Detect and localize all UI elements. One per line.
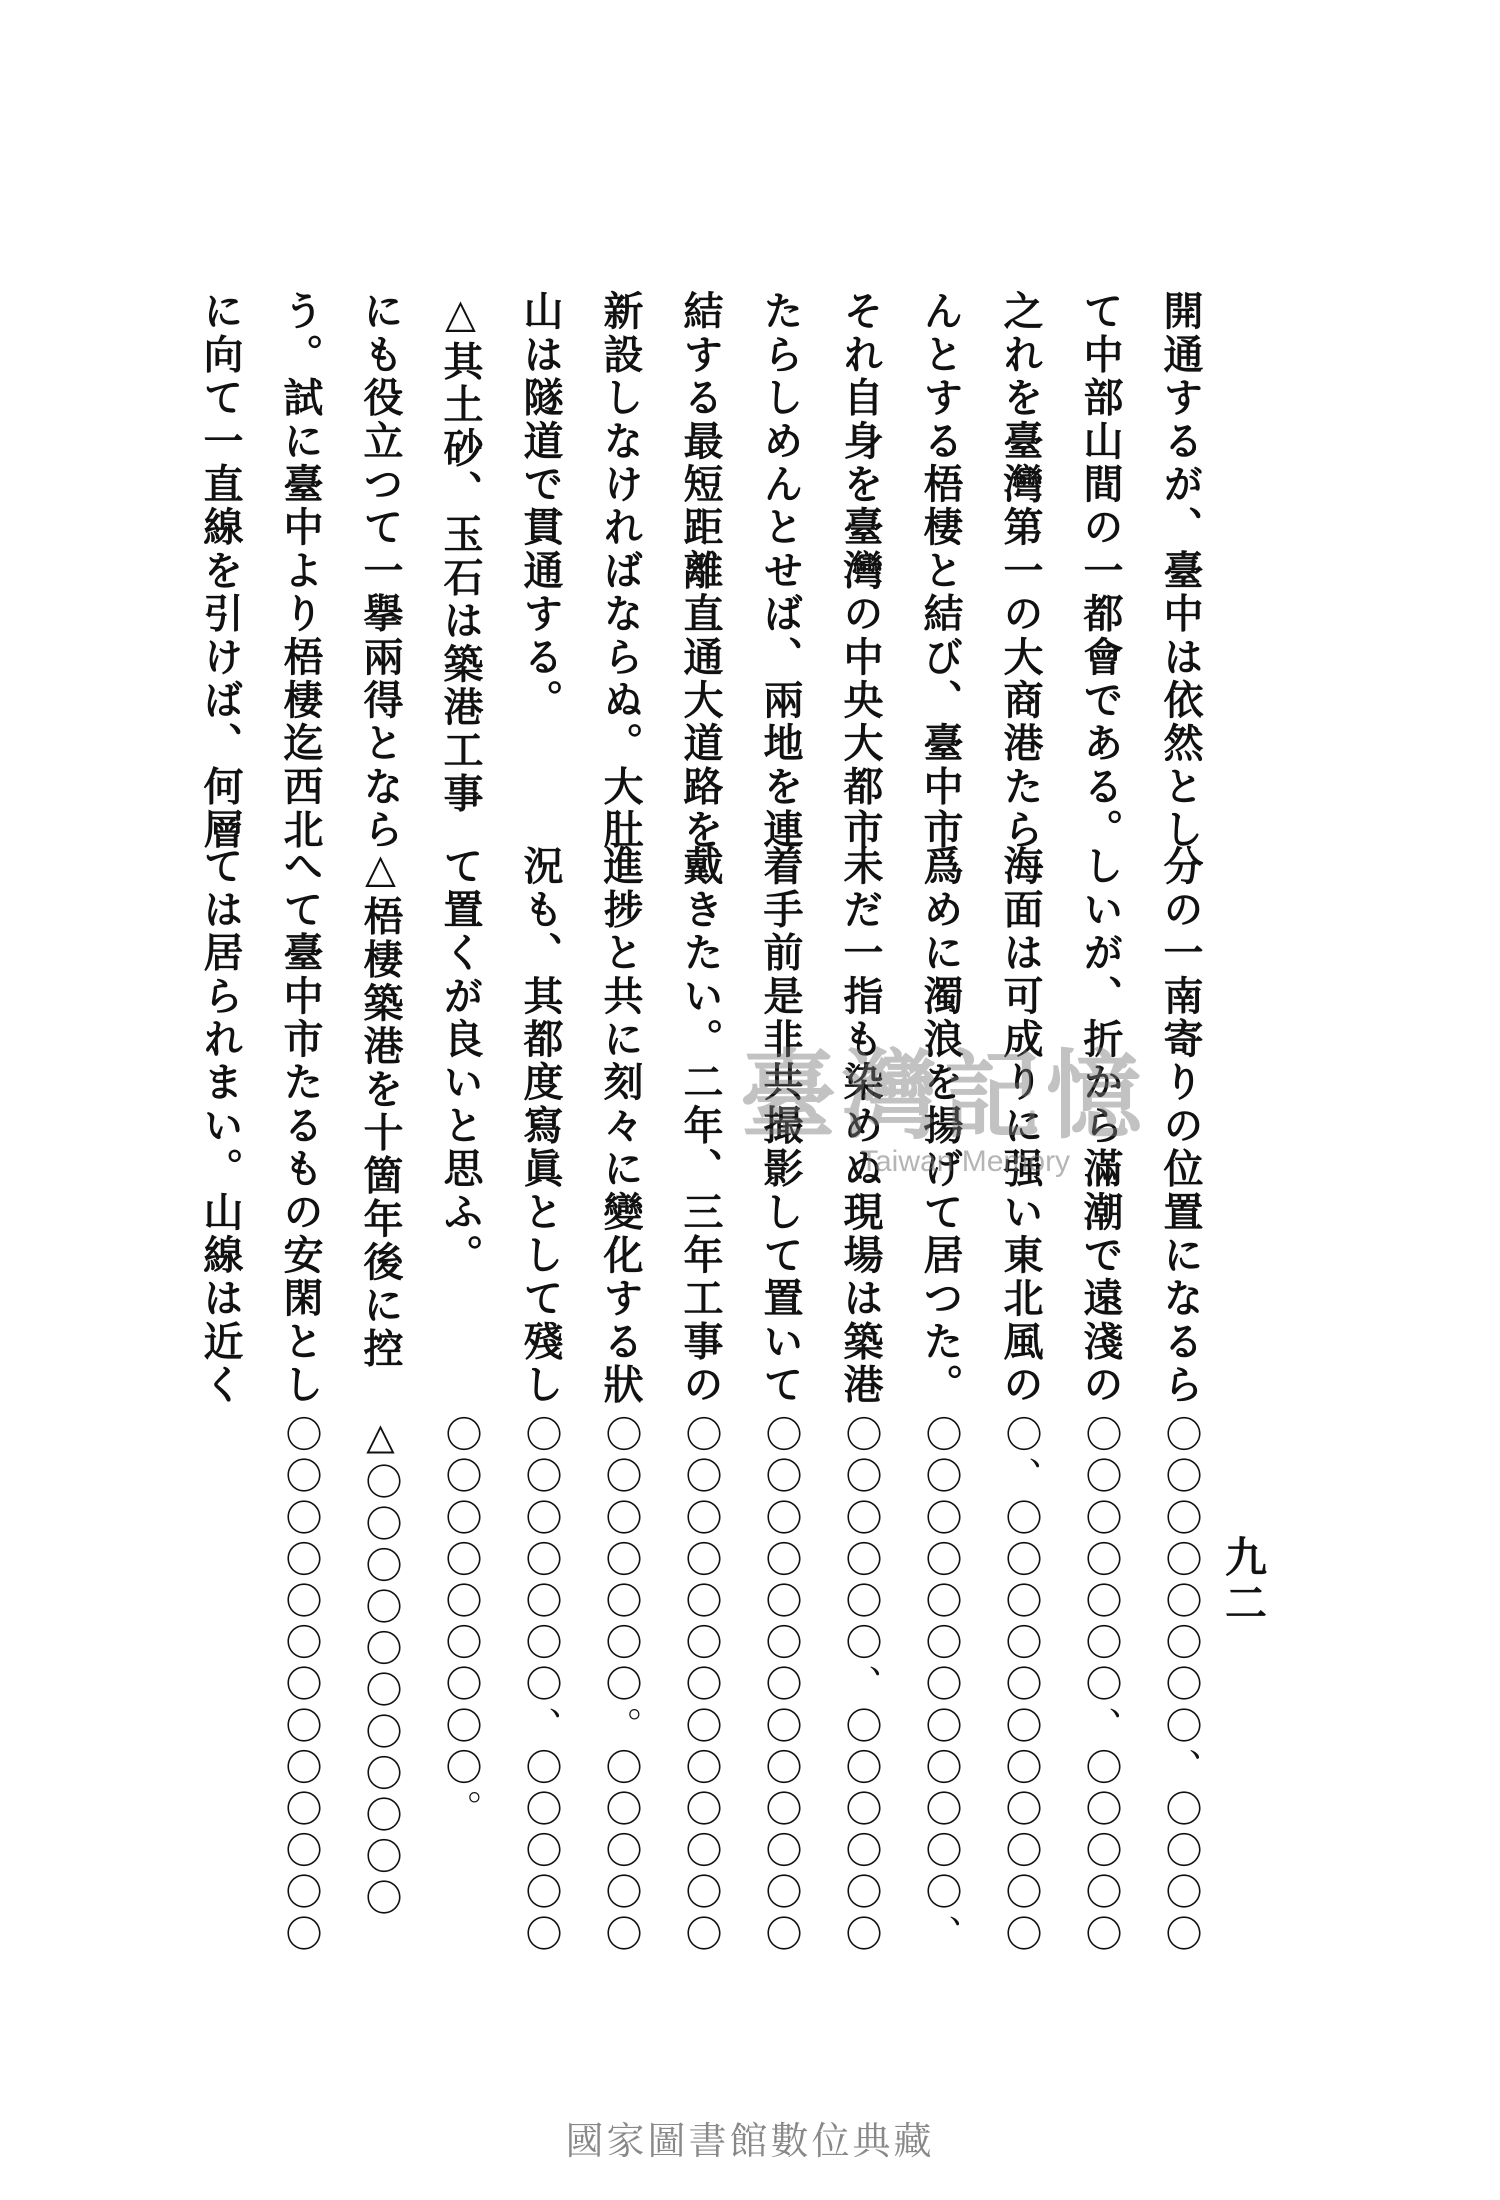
page-number: 九二 xyxy=(1219,1535,1268,1627)
text-column: しいが、折から滿潮で遠淺の xyxy=(1077,845,1124,1407)
text-column: 〇〇〇〇〇〇〇〇〇。 xyxy=(439,1415,482,1831)
text-column: それ自身を臺灣の中央大都市 xyxy=(837,290,884,852)
text-block-middle xyxy=(197,845,1220,1407)
text-column: 山は隧道で貫通する。 xyxy=(517,290,564,722)
text-column: う。試に臺中より梧棲迄西北 xyxy=(277,290,324,852)
text-column: ては居られまい。山線は近く xyxy=(197,845,244,1407)
watermark-subtitle: Taiwan Memory xyxy=(860,1145,1071,1178)
text-column: て中部山間の一都會である。 xyxy=(1077,290,1124,852)
text-column: 〇〇〇〇〇〇〇〇〇〇〇〇〇 xyxy=(679,1415,722,1956)
text-column: 海面は可成りに强い東北風の xyxy=(997,845,1044,1407)
text-column: 結する最短距離直通大道路を xyxy=(677,290,724,852)
text-column: んとする梧棲と結び、臺中市 xyxy=(917,290,964,852)
footer-credit: 國家圖書館數位典藏 xyxy=(565,2119,935,2163)
text-column: 〇、〇〇〇〇〇〇〇〇〇〇〇 xyxy=(999,1415,1042,1956)
text-column: 開通するが、臺中は依然とし xyxy=(1157,290,1204,852)
text-column: て置くが良いと思ふ。 xyxy=(437,845,484,1277)
text-column: に向て一直線を引けば、何層 xyxy=(197,290,244,852)
text-column: 〇〇〇〇〇〇〇〇〇〇〇〇、 xyxy=(919,1415,962,1956)
text-column: 着手前是非共撮影して置いて xyxy=(757,845,804,1407)
watermark-logo: 臺灣記憶 xyxy=(740,1039,1148,1152)
text-column: 戴きたい。二年、三年工事の xyxy=(677,845,724,1407)
text-column: 〇〇〇〇〇〇〇。〇〇〇〇〇 xyxy=(599,1415,642,1956)
text-column: 〇〇〇〇〇〇、〇〇〇〇〇〇 xyxy=(839,1415,882,1956)
text-column: △梧棲築港を十箇年後に控 xyxy=(357,845,404,1371)
text-column: 〇〇〇〇〇〇〇〇〇〇〇〇〇 xyxy=(759,1415,802,1956)
text-column: 〇〇〇〇〇〇〇、〇〇〇〇〇 xyxy=(1079,1415,1122,1956)
text-column: たらしめんとせば、兩地を連 xyxy=(757,290,804,852)
text-column: 之れを臺灣第一の大商港たら xyxy=(997,290,1044,852)
text-column: 〇〇〇〇〇〇〇〇、〇〇〇〇 xyxy=(1159,1415,1202,1956)
text-column: へて臺中市たるもの安閑とし xyxy=(277,845,324,1407)
text-block-top xyxy=(197,290,1220,852)
text-column: 新設しなければならぬ。大肚 xyxy=(597,290,644,852)
text-column: △〇〇〇〇〇〇〇〇〇〇〇 xyxy=(359,1415,402,1921)
text-column: 爲めに濁浪を揚げて居つた。 xyxy=(917,845,964,1407)
text-block-bottom xyxy=(200,1415,1220,1956)
text-column: 未だ一指も染めぬ現場は築港 xyxy=(837,845,884,1407)
text-column: にも役立つて一擧兩得となら xyxy=(357,290,404,852)
text-column: 況も、其都度寫眞として殘し xyxy=(517,845,564,1407)
text-column: 分の一南寄りの位置になるら xyxy=(1157,845,1204,1407)
text-column: 進捗と共に刻々に變化する狀 xyxy=(597,845,644,1407)
text-column: 〇〇〇〇〇〇〇〇〇〇〇〇〇 xyxy=(279,1415,322,1956)
text-column: △其土砂、玉石は築港工事 xyxy=(437,290,484,816)
text-column: 〇〇〇〇〇〇〇、〇〇〇〇〇 xyxy=(519,1415,562,1956)
